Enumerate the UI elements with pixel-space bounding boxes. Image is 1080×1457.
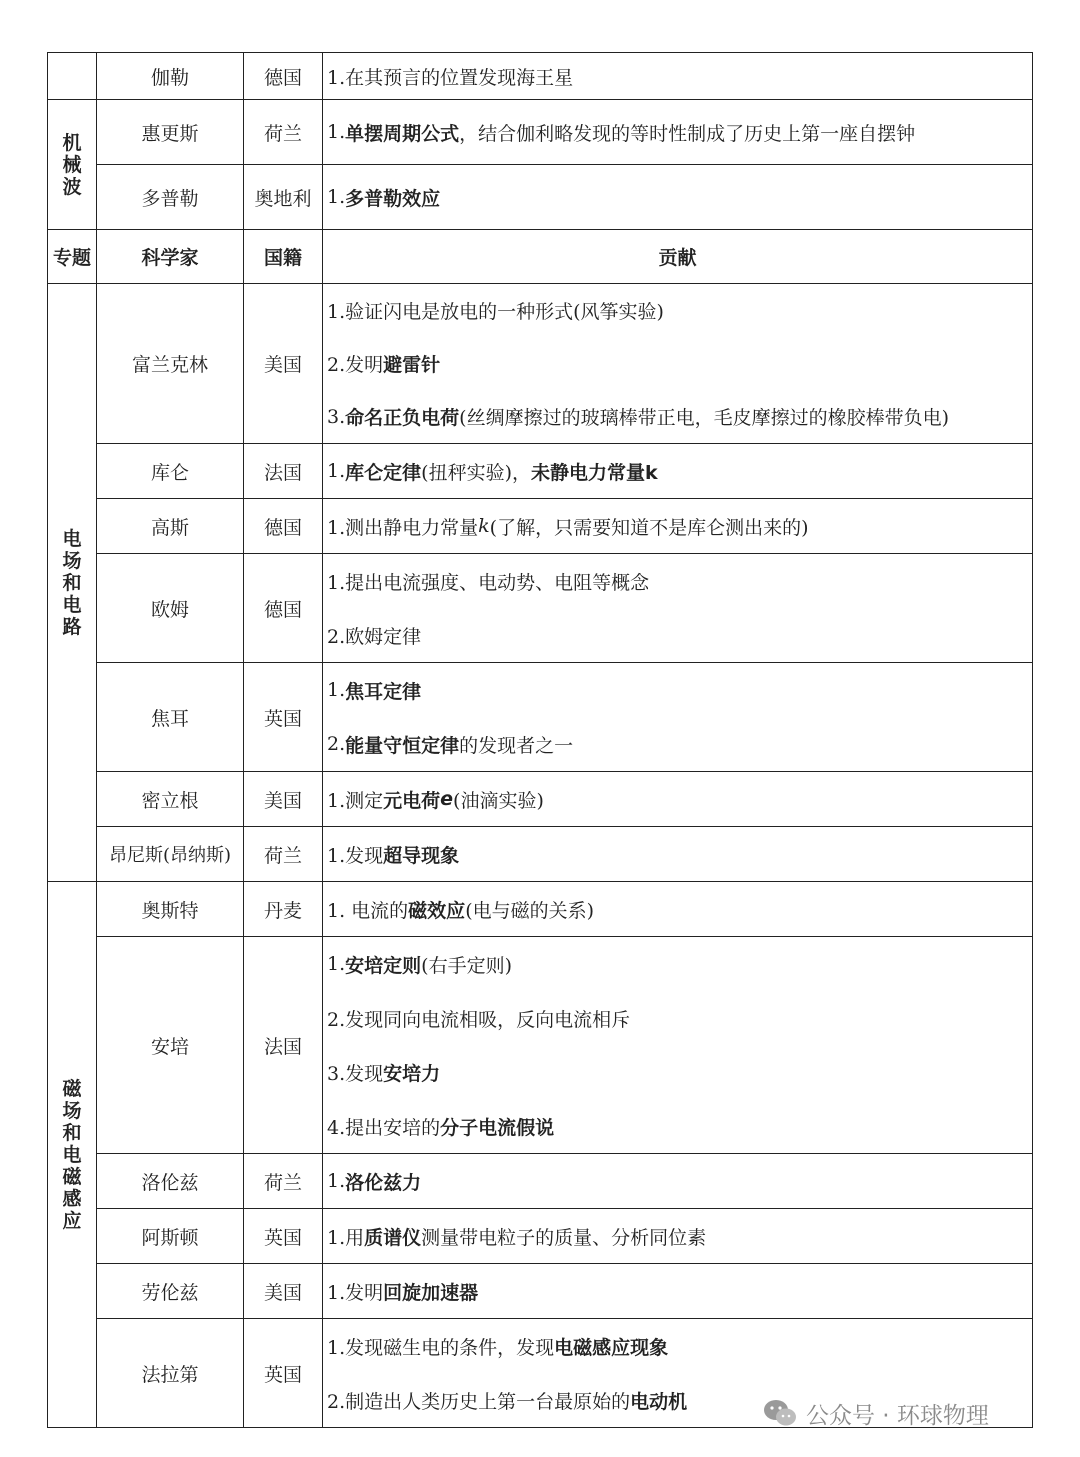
contribution-text: 1. (327, 460, 346, 482)
contribution-cell (323, 882, 1033, 937)
contribution-text: 3. (327, 405, 346, 428)
nationality-name: 英国 (263, 1226, 302, 1249)
contribution-text: 1. 电流的 (327, 899, 409, 922)
contribution-text: 1. (327, 679, 346, 701)
physicists-table (47, 52, 1033, 1428)
highlight-term: 多普勒效应 (345, 187, 441, 210)
scientist-name: 库仑 (150, 461, 189, 484)
contribution-line (327, 608, 1032, 662)
contribution-text: (电与磁的关系) (465, 899, 595, 922)
contribution-text: 3.发现 (327, 1062, 384, 1085)
highlight-term: 洛伦兹力 (345, 1171, 422, 1194)
scientist-cell (97, 827, 244, 882)
highlight-term: 分子电流假说 (440, 1116, 555, 1139)
nationality-cell (244, 444, 323, 499)
scientist-name: 昂尼斯(昂纳斯) (108, 845, 232, 866)
table-row (48, 937, 1033, 1154)
topic-cell (48, 100, 97, 230)
nationality-cell (244, 1154, 323, 1209)
scientist-name: 阿斯顿 (141, 1226, 199, 1249)
table-row (48, 53, 1033, 100)
nationality-name: 法国 (263, 1035, 302, 1058)
scientist-name: 焦耳 (150, 707, 189, 730)
contribution-line (327, 1154, 1032, 1208)
contribution-text: 4.提出安培的 (327, 1116, 441, 1139)
table-row (48, 663, 1033, 772)
highlight-term: 电磁感应现象 (554, 1336, 669, 1359)
scientist-cell (97, 444, 244, 499)
table-row (48, 499, 1033, 554)
nationality-name: 美国 (263, 354, 302, 376)
highlight-term: 安培力 (383, 1062, 441, 1085)
scientist-cell (97, 53, 244, 100)
highlight-term: 焦耳定律 (345, 680, 422, 703)
contribution-line (327, 1099, 1032, 1153)
highlight-term: 库仑定律 (345, 461, 422, 484)
contribution-text: k (478, 515, 490, 537)
contribution-text: 2.制造出人类历史上第一台最原始的 (327, 1390, 631, 1413)
contribution-text: (油滴实验) (453, 789, 544, 812)
contribution-cell (323, 1154, 1033, 1209)
contribution-text: 2.欧姆定律 (327, 625, 422, 648)
contribution-line (327, 337, 1032, 390)
scientist-cell (97, 772, 244, 827)
contribution-cell (323, 1264, 1033, 1319)
highlight-term: e (440, 788, 454, 810)
scientist-cell (97, 165, 244, 230)
contribution-text: 1. (327, 953, 346, 975)
nationality-name: 英国 (263, 707, 302, 730)
contribution-text: 1.发明 (327, 1281, 384, 1304)
scientist-cell (97, 554, 244, 663)
table-row (48, 1209, 1033, 1264)
scientist-cell (97, 1209, 244, 1264)
highlight-term: 能量守恒定律 (345, 734, 460, 757)
scientist-cell (97, 1264, 244, 1319)
nationality-name: 法国 (263, 461, 302, 484)
scientist-name: 伽勒 (150, 66, 189, 89)
table-row (48, 284, 1033, 444)
topic-cell (48, 53, 97, 100)
contribution-text: 1.提出电流强度、电动势、电阻等概念 (327, 571, 650, 594)
highlight-term: 命名正负电荷 (345, 407, 460, 429)
scientist-name: 惠更斯 (141, 122, 199, 145)
contribution-line (327, 1264, 1032, 1318)
contribution-cell (323, 827, 1033, 882)
table-row (48, 772, 1033, 827)
highlight-term: 磁效应 (408, 899, 466, 922)
contribution-line (327, 937, 1032, 991)
contribution-text: 1.发现 (327, 844, 384, 867)
nationality-cell (244, 554, 323, 663)
topic-label: 机械波 (62, 131, 82, 198)
nationality-name: 奥地利 (254, 187, 312, 210)
scientist-cell (97, 284, 244, 444)
wechat-icon (762, 1398, 798, 1428)
contribution-text: 1. (327, 186, 346, 208)
topic-label: 电场和电路 (62, 527, 82, 638)
contribution-text: (丝绸摩擦过的玻璃棒带正电，毛皮摩擦过的橡胶棒带负电) (459, 407, 949, 429)
nationality-name: 荷兰 (263, 122, 302, 145)
contribution-text: 1.用 (327, 1226, 365, 1249)
contribution-cell (323, 165, 1033, 230)
table-row (48, 827, 1033, 882)
scientist-cell (97, 499, 244, 554)
scientist-name: 欧姆 (150, 598, 189, 621)
watermark (762, 1393, 989, 1433)
scientist-cell (97, 937, 244, 1154)
nationality-name: 德国 (263, 66, 302, 89)
contribution-line (327, 554, 1032, 608)
nationality-name: 德国 (263, 516, 302, 539)
topic-cell (48, 882, 97, 1428)
nationality-cell (244, 1209, 323, 1264)
nationality-cell (244, 100, 323, 165)
scientist-cell (97, 1319, 244, 1428)
contribution-line (327, 284, 1032, 337)
nationality-cell (244, 53, 323, 100)
highlight-term: 避雷针 (383, 354, 441, 376)
nationality-cell (244, 937, 323, 1154)
contribution-line (327, 717, 1032, 771)
nationality-name: 美国 (263, 789, 302, 812)
table-row (48, 444, 1033, 499)
contribution-text: 1.测出静电力常量 (327, 516, 479, 539)
scientist-name: 高斯 (150, 516, 189, 539)
highlight-term: 未静电力常量k (530, 461, 658, 484)
scientist-name: 洛伦兹 (141, 1171, 199, 1194)
nationality-name: 荷兰 (263, 1171, 302, 1194)
scientist-name: 法拉第 (141, 1363, 199, 1386)
highlight-term: 安培定则 (345, 954, 422, 977)
header-nationality: 国籍 (244, 230, 323, 284)
nationality-name: 荷兰 (263, 844, 302, 867)
contribution-cell (323, 1209, 1033, 1264)
contribution-line (327, 390, 1032, 443)
scientist-cell (97, 663, 244, 772)
contribution-cell (323, 100, 1033, 165)
table-row (48, 165, 1033, 230)
header-row (48, 230, 1033, 284)
nationality-cell (244, 663, 323, 772)
contribution-line (327, 663, 1032, 717)
nationality-cell (244, 165, 323, 230)
contribution-text: 1.发现磁生电的条件，发现 (327, 1336, 555, 1359)
contribution-cell (323, 499, 1033, 554)
nationality-cell (244, 772, 323, 827)
nationality-cell (244, 499, 323, 554)
watermark-text: 公众号 · 环球物理 (806, 1402, 989, 1429)
scientist-name: 安培 (150, 1035, 189, 1058)
contribution-line (327, 882, 1032, 936)
contribution-line (327, 1319, 1032, 1373)
contribution-text: 1.验证闪电是放电的一种形式(风筝实验) (327, 301, 664, 323)
contribution-cell (323, 284, 1033, 444)
highlight-term: 电动机 (630, 1390, 688, 1413)
nationality-cell (244, 1264, 323, 1319)
highlight-term: 质谱仪 (364, 1226, 422, 1249)
table-row (48, 1264, 1033, 1319)
header-scientist: 科学家 (97, 230, 244, 284)
contribution-text: 1.测定 (327, 789, 384, 812)
highlight-term: 元电荷 (383, 789, 441, 812)
contribution-text: 2.发现同向电流相吸，反向电流相斥 (327, 1008, 631, 1031)
nationality-cell (244, 882, 323, 937)
nationality-cell (244, 827, 323, 882)
highlight-term: 回旋加速器 (383, 1281, 479, 1304)
scientist-name: 密立根 (141, 789, 199, 812)
contribution-line (327, 827, 1032, 881)
scientist-cell (97, 1154, 244, 1209)
contribution-line (327, 53, 1032, 99)
topic-label: 磁场和电磁感应 (62, 1077, 82, 1232)
nationality-name: 英国 (263, 1363, 302, 1386)
nationality-name: 丹麦 (263, 899, 302, 922)
contribution-text: 1. (327, 121, 346, 143)
contribution-line (327, 1209, 1032, 1263)
contribution-line (327, 499, 1032, 553)
contribution-text: ，结合伽利略发现的等时性制成了历史上第一座自摆钟 (459, 122, 916, 145)
contribution-line (327, 444, 1032, 498)
nationality-cell (244, 1319, 323, 1428)
nationality-name: 德国 (263, 598, 302, 621)
contribution-text: 测量带电粒子的质量、分析同位素 (421, 1226, 707, 1249)
topic-cell (48, 284, 97, 882)
scientist-name: 富兰克林 (131, 354, 208, 376)
highlight-term: 超导现象 (383, 844, 460, 867)
contribution-text: 2. (327, 733, 346, 755)
contribution-line (327, 100, 1032, 164)
contribution-line (327, 1045, 1032, 1099)
contribution-cell (323, 53, 1033, 100)
table-row (48, 1154, 1033, 1209)
contribution-text: (扭秤实验)， (421, 461, 531, 484)
nationality-name: 美国 (263, 1281, 302, 1304)
contribution-text: 1.在其预言的位置发现海王星 (327, 66, 574, 89)
table-row (48, 554, 1033, 663)
contribution-cell (323, 663, 1033, 772)
nationality-cell (244, 284, 323, 444)
contribution-text: 的发现者之一 (459, 734, 574, 757)
scientist-name: 劳伦兹 (141, 1281, 199, 1304)
header-topic: 专题 (48, 230, 97, 284)
contribution-cell (323, 554, 1033, 663)
contribution-text: 1. (327, 1170, 346, 1192)
table-row (48, 100, 1033, 165)
contribution-line (327, 772, 1032, 826)
contribution-text: 2.发明 (327, 354, 384, 376)
contribution-line (327, 991, 1032, 1045)
contribution-cell (323, 772, 1033, 827)
scientist-name: 奥斯特 (141, 899, 199, 922)
scientist-cell (97, 100, 244, 165)
table-row (48, 882, 1033, 937)
scientist-name: 多普勒 (141, 187, 199, 210)
contribution-text: (了解，只需要知道不是库仑测出来的) (489, 516, 809, 539)
header-contribution: 贡献 (323, 230, 1033, 284)
contribution-cell (323, 444, 1033, 499)
contribution-cell (323, 937, 1033, 1154)
contribution-line (327, 165, 1032, 229)
highlight-term: 单摆周期公式 (345, 122, 460, 145)
contribution-text: (右手定则) (421, 954, 512, 977)
scientist-cell (97, 882, 244, 937)
